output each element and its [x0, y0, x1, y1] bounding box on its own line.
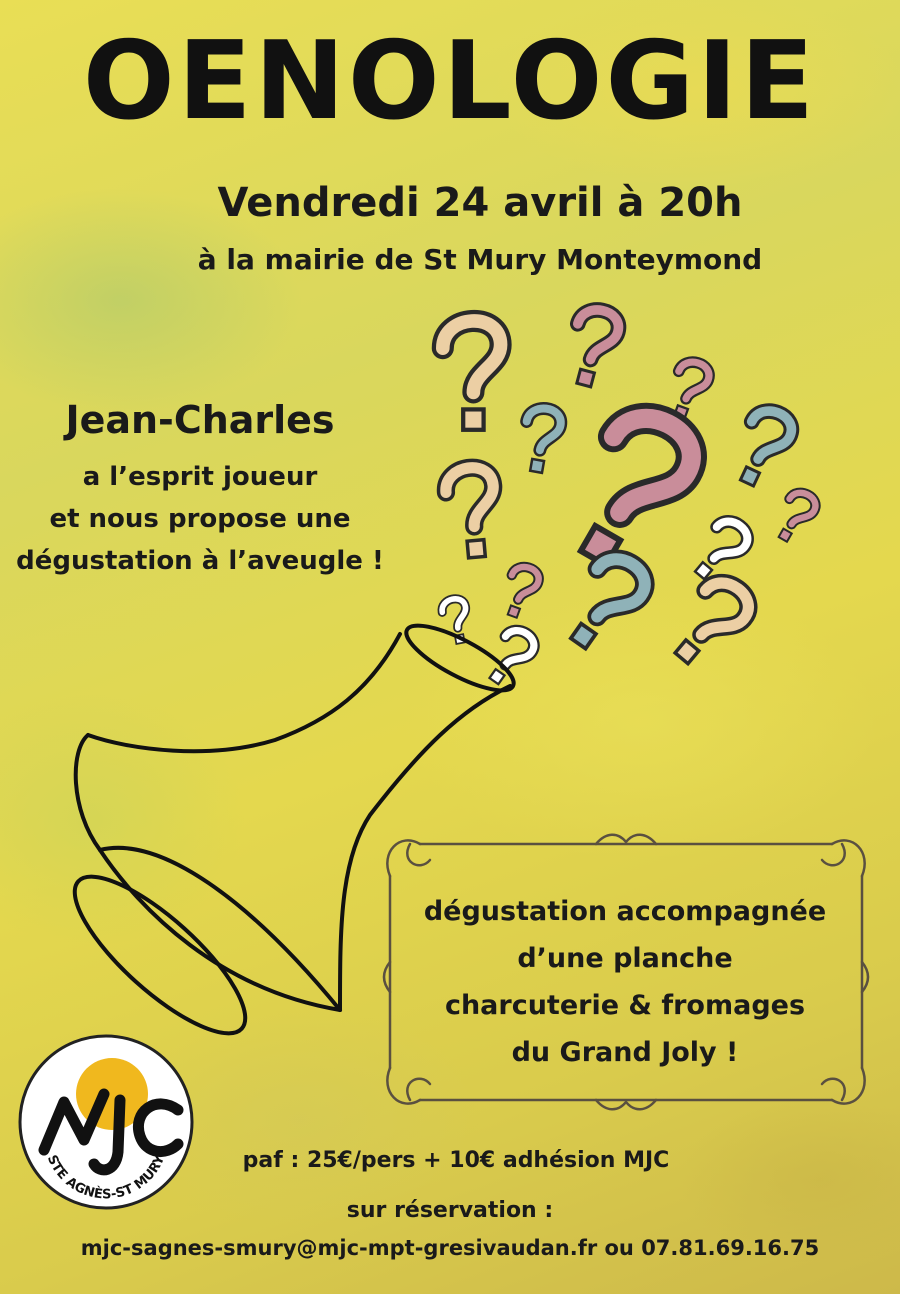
- event-date: Vendredi 24 avril à 20h: [217, 180, 743, 226]
- mjc-logo: [16, 1032, 196, 1212]
- tasting-line: d’une planche: [517, 943, 733, 974]
- question-mark-icon: [443, 321, 501, 430]
- question-mark-icon: [556, 549, 653, 657]
- tasting-line: charcuterie & fromages: [444, 990, 806, 1021]
- question-mark-icon: [563, 305, 622, 390]
- tasting-line: du Grand Joly !: [511, 1037, 739, 1068]
- question-mark-icon: [518, 406, 563, 475]
- logo-caption: STE AGNÈS-ST MURY: [43, 1152, 169, 1203]
- host-line: et nous propose une: [49, 504, 351, 534]
- event-title: OENOLOGIE: [82, 19, 818, 144]
- tasting-line: dégustation accompagnée: [423, 896, 827, 927]
- question-mark-icon: [444, 466, 499, 559]
- question-mark-icon: [770, 488, 819, 546]
- question-mark-icon: [556, 403, 704, 577]
- contact-info: mjc-sagnes-smury@mjc-mpt-gresivaudan.fr ou 07.81.69.16.75: [80, 1236, 820, 1260]
- reservation-label: sur réservation :: [346, 1198, 554, 1223]
- question-mark-icon: [727, 404, 796, 491]
- event-location: à la mairie de St Mury Monteymond: [197, 243, 763, 276]
- price-info: paf : 25€/pers + 10€ adhésion MJC: [242, 1148, 670, 1173]
- host-line: dégustation à l’aveugle !: [16, 546, 384, 576]
- host-name: Jean-Charles: [65, 398, 335, 442]
- question-mark-icon: [662, 573, 756, 672]
- tasting-details: [380, 888, 870, 1076]
- host-line: a l’esprit joueur: [82, 462, 318, 492]
